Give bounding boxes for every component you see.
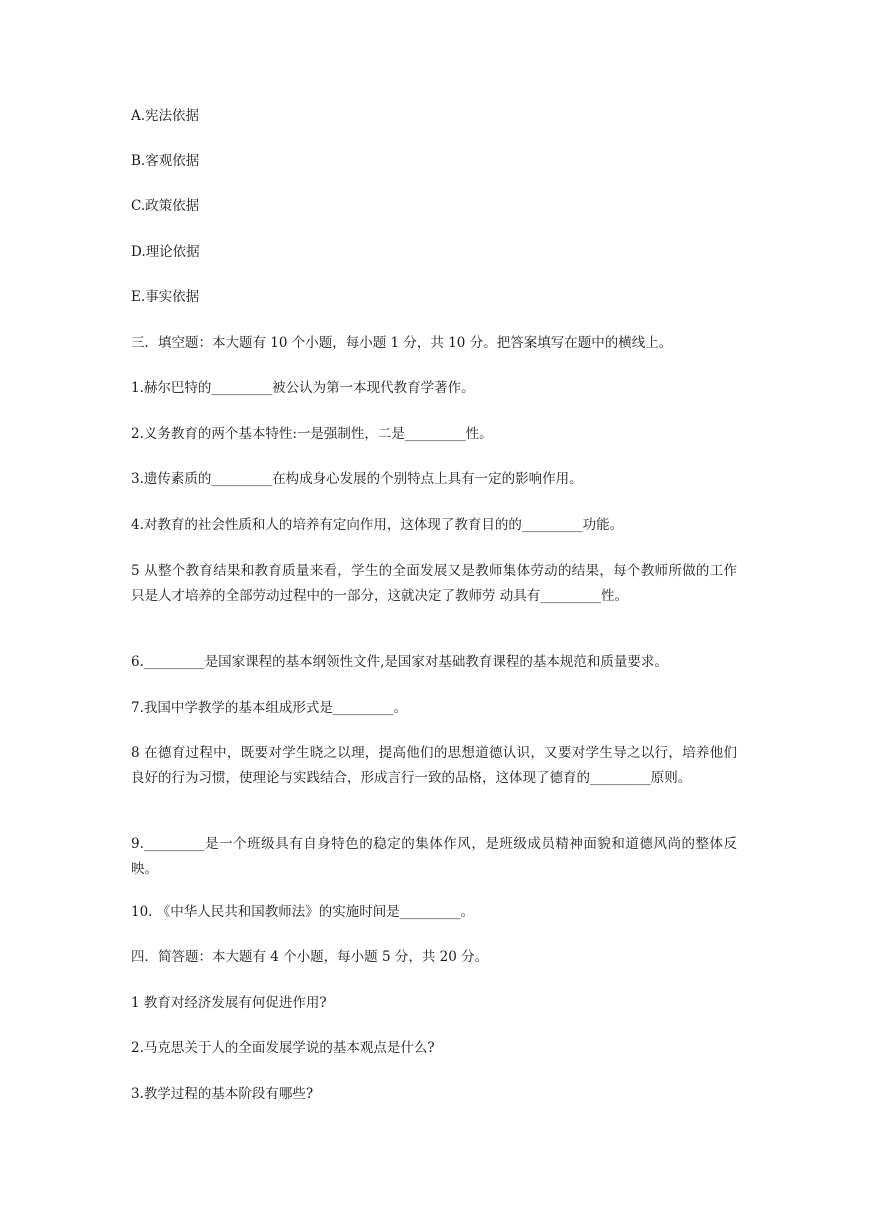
fill-question-2: 2.义务教育的两个基本特性:一是强制性，二是_________性。 [131, 426, 493, 442]
fill-question-6: 6._________是国家课程的基本纲领性文件,是国家对基础教育课程的基本规范和质量要求。 [131, 654, 668, 670]
short-answer-question-3: 3.教学过程的基本阶段有哪些? [131, 1086, 314, 1102]
fill-question-3: 3.遗传素质的_________在构成身心发展的个别特点上具有一定的影响作用。 [131, 471, 583, 487]
fill-question-9: 9._________是一个班级具有自身特色的稳定的集体作风，是班级成员精神面貌和道德风尚的整体反映。 [131, 836, 737, 877]
fill-question-5: 5 从整个教育结果和教育质量来看，学生的全面发展又是教师集体劳动的结果，每个教师所做的工作只是人才培养的全部劳动过程中的一部分，这就决定了教师劳 动具有_________性。 [131, 563, 737, 604]
fill-question-8: 8 在德育过程中，既要对学生晓之以理，提高他们的思想道德认识，又要对学生导之以行，培养他们良好的行为习惯，使理论与实践结合，形成言行一致的品格，这体现了德育的_________原则。 [131, 745, 737, 786]
option-e: E.事实依据 [131, 289, 200, 305]
option-b: B.客观依据 [131, 153, 200, 169]
section-4-heading: 四．简答题：本大题有 4 个小题，每小题 5 分，共 20 分。 [131, 949, 489, 965]
option-c: C.政策依据 [131, 198, 200, 214]
short-answer-question-2: 2.马克思关于人的全面发展学说的基本观点是什么? [131, 1040, 435, 1056]
short-answer-question-1: 1 教育对经济发展有何促进作用? [131, 995, 327, 1011]
fill-question-10: 10. 《中华人民共和国教师法》的实施时间是_________。 [131, 904, 475, 920]
option-a: A.宪法依据 [131, 108, 200, 124]
fill-question-1: 1.赫尔巴特的_________被公认为第一本现代教育学著作。 [131, 380, 475, 396]
option-d: D.理论依据 [131, 244, 200, 260]
fill-question-7: 7.我国中学教学的基本组成形式是_________。 [131, 700, 408, 716]
fill-question-4: 4.对教育的社会性质和人的培养有定向作用，这体现了教育目的的_________功能。 [131, 517, 624, 533]
section-3-heading: 三．填空题：本大题有 10 个小题，每小题 1 分，共 10 分。把答案填写在题中的横线上。 [131, 335, 673, 351]
